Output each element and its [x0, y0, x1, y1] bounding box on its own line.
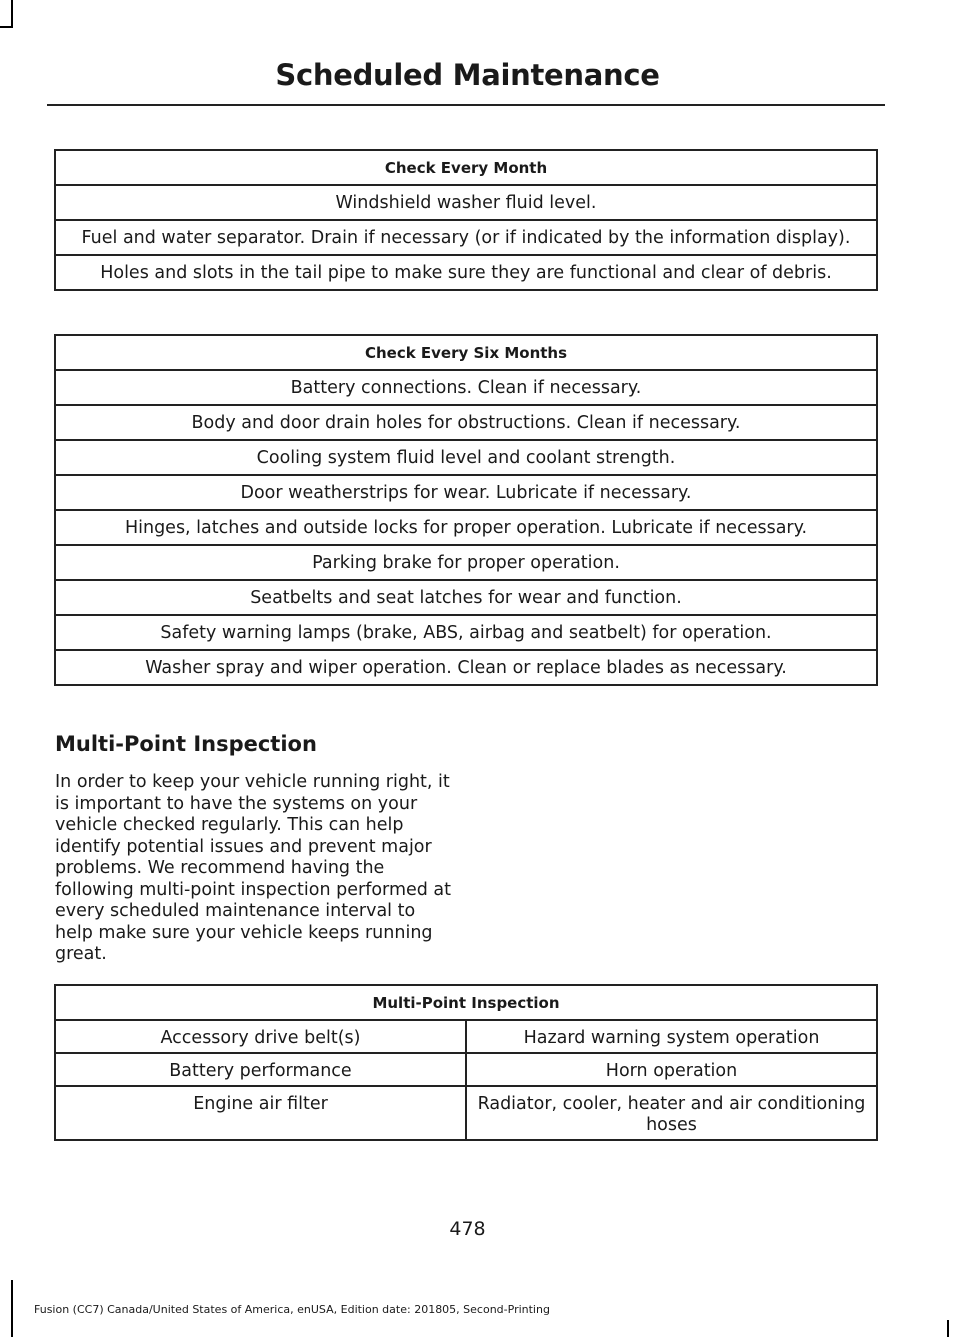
check-every-month-table — [54, 149, 878, 291]
table-row: Cooling system fluid level and coolant strength. — [55, 440, 877, 475]
table-cell: Battery performance — [55, 1053, 466, 1086]
crop-mark-top-left-vertical — [11, 0, 13, 28]
table-cell: Engine air filter — [55, 1086, 466, 1140]
table-cell: Radiator, cooler, heater and air conditioning hoses — [466, 1086, 877, 1140]
table-cell: Accessory drive belt(s) — [55, 1020, 466, 1053]
table-row: Windshield washer fluid level. — [55, 185, 877, 220]
crop-mark-bottom-right-vertical — [947, 1320, 949, 1337]
body-paragraph: In order to keep your vehicle running right, it is important to have the systems on your vehicle checked regularly. This can help identify potential issues and prevent major problems. We recommend having the following multi-point inspection performed at every scheduled maintenance interval to help make sure your vehicle keeps running great. — [55, 772, 452, 964]
footer-edition-info: Fusion (CC7) Canada/United States of America, enUSA, Edition date: 201805, Second-Printing — [34, 1303, 550, 1316]
crop-mark-top-left-horizontal — [0, 26, 13, 28]
table-row — [55, 1020, 877, 1053]
table-cell: Horn operation — [466, 1053, 877, 1086]
table-header: Check Every Six Months — [55, 335, 877, 370]
page-number: 478 — [449, 1218, 486, 1240]
section-heading: Multi-Point Inspection — [55, 732, 317, 756]
table-row: Washer spray and wiper operation. Clean or replace blades as necessary. — [55, 650, 877, 685]
crop-mark-bottom-left-vertical — [11, 1280, 13, 1337]
table-row: Safety warning lamps (brake, ABS, airbag and seatbelt) for operation. — [55, 615, 877, 650]
page-title: Scheduled Maintenance — [275, 58, 660, 92]
table-row: Hinges, latches and outside locks for proper operation. Lubricate if necessary. — [55, 510, 877, 545]
check-every-six-months-table — [54, 334, 878, 686]
table-header: Multi-Point Inspection — [55, 985, 877, 1020]
table-row: Fuel and water separator. Drain if necessary (or if indicated by the information display). — [55, 220, 877, 255]
table-cell: Hazard warning system operation — [466, 1020, 877, 1053]
table-row — [55, 1053, 877, 1086]
table-row: Battery connections. Clean if necessary. — [55, 370, 877, 405]
table-header: Check Every Month — [55, 150, 877, 185]
table-row: Door weatherstrips for wear. Lubricate if necessary. — [55, 475, 877, 510]
table-row: Holes and slots in the tail pipe to make sure they are functional and clear of debris. — [55, 255, 877, 290]
table-row: Body and door drain holes for obstructions. Clean if necessary. — [55, 405, 877, 440]
multi-point-inspection-table — [54, 984, 878, 1141]
table-row: Seatbelts and seat latches for wear and function. — [55, 580, 877, 615]
table-row: Parking brake for proper operation. — [55, 545, 877, 580]
title-divider — [47, 104, 885, 106]
table-row — [55, 1086, 877, 1140]
